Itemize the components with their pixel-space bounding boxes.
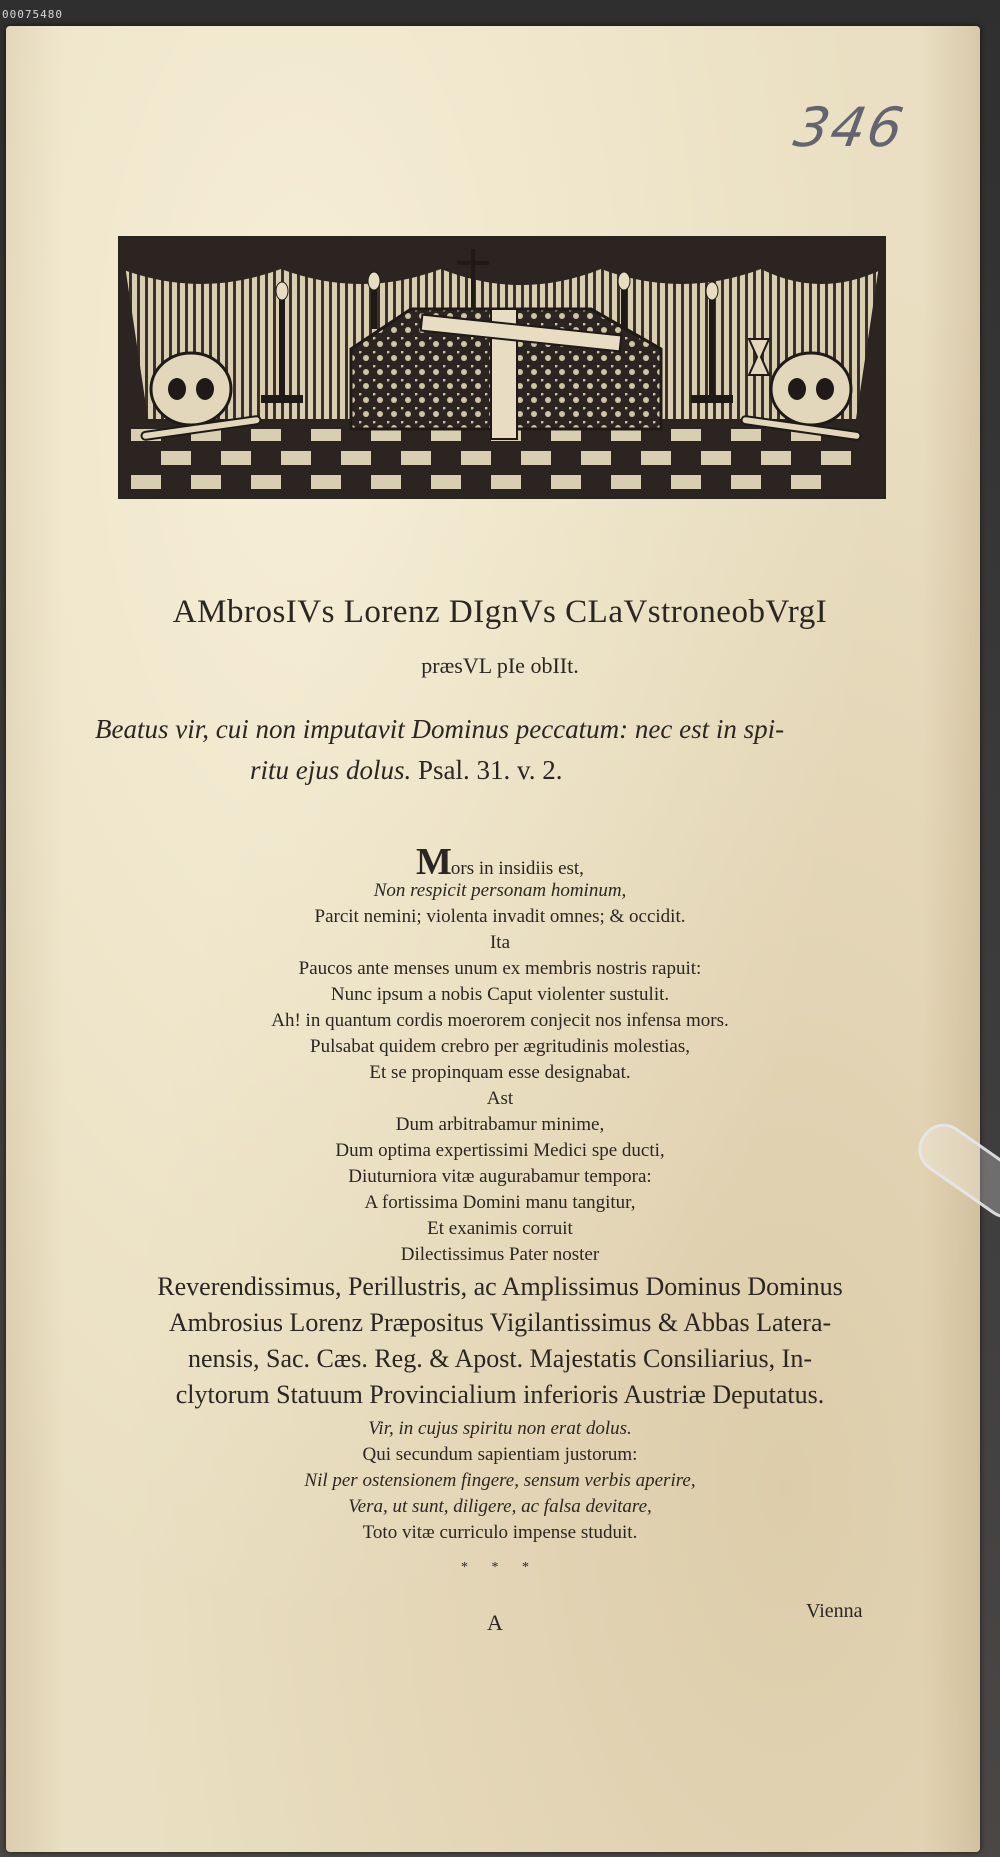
verse-line-25: Toto vitæ curriculo impense studuit.	[362, 1522, 638, 1543]
verse-line-5: Paucos ante menses unum ex membris nostris rapuit:	[298, 958, 702, 979]
verse-line-15: Et exanimis corruit	[427, 1218, 573, 1239]
verse-line-1	[0, 840, 1000, 884]
verse-line-18: Ambrosius Lorenz Præpositus Vigilantissimus & Abbas Latera-	[168, 1308, 832, 1337]
verse-line-3: Parcit nemini; violenta invadit omnes; & occidit.	[314, 906, 686, 927]
signature-mark: A	[487, 1610, 503, 1635]
verse-line-22: Qui secundum sapientiam justorum:	[362, 1444, 638, 1465]
verse-line-24: Vera, ut sunt, diligere, ac falsa devitare,	[348, 1496, 652, 1517]
verse-line-12: Dum optima expertissimi Medici spe ducti,	[335, 1140, 665, 1161]
verse-line-11: Dum arbitrabamur minime,	[395, 1114, 605, 1135]
title-chronogram-sub: præsVL pIe obIIt.	[421, 653, 579, 678]
verse-line-1-rest: ors in insidiis est,	[450, 858, 584, 879]
catafalque-icon	[121, 239, 883, 496]
verse-line-14: A fortissima Domini manu tangitur,	[364, 1192, 636, 1213]
catchword: Vienna	[806, 1600, 863, 1622]
verse-line-20: clytorum Statuum Provincialium inferioris Austriæ Deputatus.	[175, 1380, 825, 1409]
dropcap-letter: M	[416, 841, 451, 883]
verse-line-16: Dilectissimus Pater noster	[400, 1244, 600, 1265]
motto-line-2-text: ritu ejus dolus.	[250, 755, 412, 785]
verse-line-8: Pulsabat quidem crebro per ægritudinis molestias,	[310, 1036, 690, 1057]
verse-line-9: Et se propinquam esse designabat.	[369, 1062, 631, 1083]
verse-line-13: Diuturniora vitæ augurabamur tempora:	[348, 1166, 652, 1187]
asterisk-ornament: * * *	[461, 1560, 539, 1575]
motto-reference: Psal. 31. v. 2.	[418, 755, 563, 785]
verse-line-6: Nunc ipsum a nobis Caput violenter sustulit.	[330, 984, 670, 1005]
archive-id-label: 00075480	[2, 8, 63, 21]
verse-line-4: Ita	[489, 932, 511, 953]
verse-line-2: Non respicit personam hominum,	[373, 880, 627, 901]
verse-line-19: nensis, Sac. Cæs. Reg. & Apost. Majestatis Consiliarius, In-	[188, 1344, 812, 1373]
funeral-woodcut-illustration	[118, 236, 886, 499]
handwritten-page-number: 346	[789, 96, 910, 159]
motto-line-2	[250, 755, 563, 786]
verse-line-23: Nil per ostensionem fingere, sensum verbis aperire,	[304, 1470, 696, 1491]
verse-line-7: Ah! in quantum cordis moerorem conjecit nos infensa mors.	[271, 1010, 729, 1031]
title-chronogram: AMbrosIVs Lorenz DIgnVs CLaVstroneobVrgI	[172, 594, 828, 630]
motto-line-1: Beatus vir, cui non imputavit Dominus peccatum: nec est in spi-	[95, 714, 785, 744]
verse-line-17: Reverendissimus, Perillustris, ac Amplissimus Dominus Dominus	[157, 1272, 843, 1301]
verse-line-21: Vir, in cujus spiritu non erat dolus.	[368, 1418, 632, 1439]
verse-line-10: Ast	[486, 1088, 514, 1109]
